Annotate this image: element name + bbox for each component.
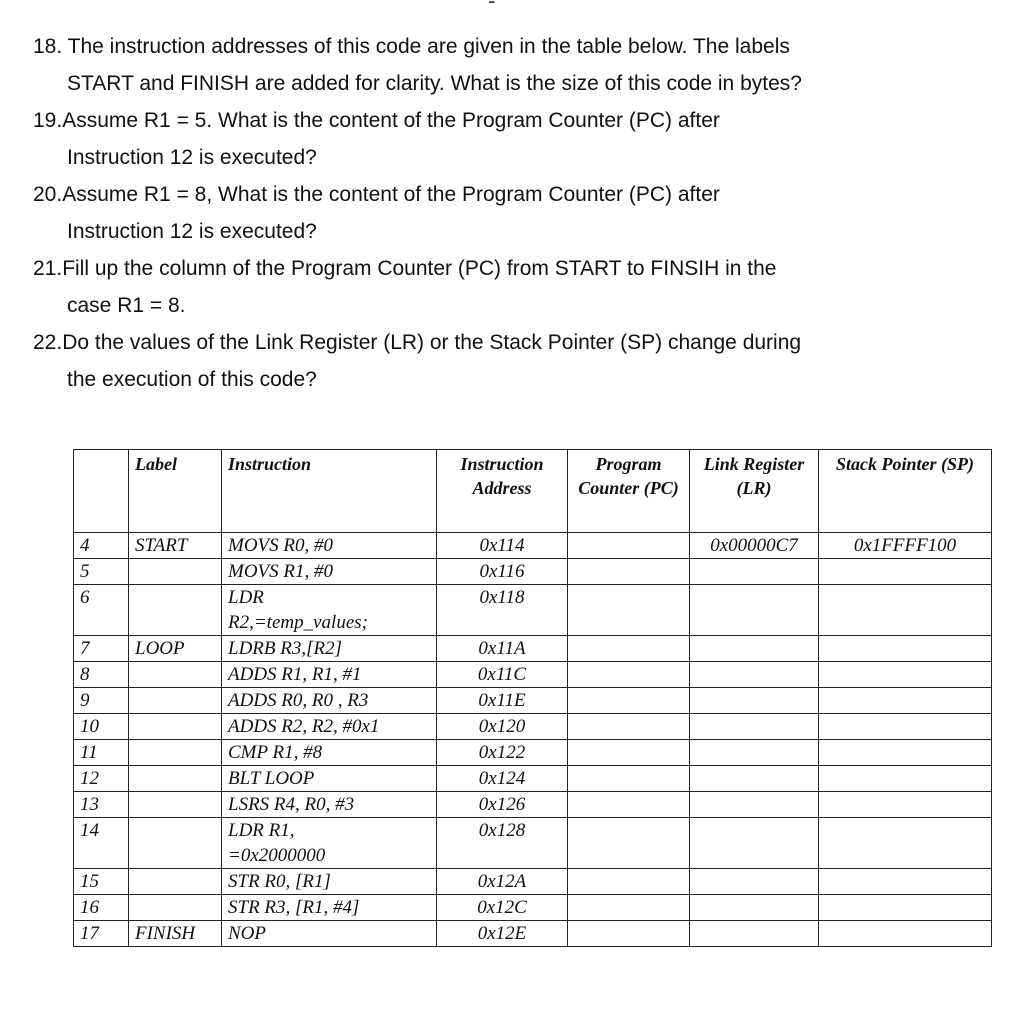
top-cut-fragment: - xyxy=(488,0,496,13)
row-address: 0x114 xyxy=(437,533,568,559)
row-instruction xyxy=(222,559,437,585)
instruction-line: ADDS R1, R1, #1 xyxy=(228,664,362,685)
row-lr xyxy=(690,740,819,766)
table-row xyxy=(74,792,992,818)
row-instruction xyxy=(222,714,437,740)
row-lr xyxy=(690,636,819,662)
header-instruction: Instruction xyxy=(222,450,437,533)
row-label xyxy=(129,714,222,740)
row-pc xyxy=(568,714,690,740)
question-18 xyxy=(33,28,993,102)
row-address: 0x12C xyxy=(437,895,568,921)
row-address: 0x118 xyxy=(437,585,568,636)
header-num xyxy=(74,450,129,533)
row-label: FINISH xyxy=(129,921,222,947)
table-row xyxy=(74,662,992,688)
question-line: START and FINISH are added for clarity. What is the size of this code in bytes? xyxy=(67,72,802,95)
row-instruction xyxy=(222,869,437,895)
table-row xyxy=(74,533,992,559)
table-row xyxy=(74,895,992,921)
row-sp xyxy=(819,766,992,792)
question-19 xyxy=(33,102,993,176)
header-pc: Program Counter (PC) xyxy=(568,450,690,533)
row-address: 0x120 xyxy=(437,714,568,740)
row-sp xyxy=(819,585,992,636)
row-label xyxy=(129,792,222,818)
question-list xyxy=(33,28,993,398)
row-number: 9 xyxy=(74,688,129,714)
row-sp xyxy=(819,636,992,662)
row-address: 0x11A xyxy=(437,636,568,662)
question-line: 22.Do the values of the Link Register (LR) or the Stack Pointer (SP) change during xyxy=(33,331,802,354)
row-sp xyxy=(819,921,992,947)
row-lr xyxy=(690,895,819,921)
header-address: Instruction Address xyxy=(437,450,568,533)
row-instruction xyxy=(222,921,437,947)
row-number: 16 xyxy=(74,895,129,921)
row-pc xyxy=(568,688,690,714)
table-row xyxy=(74,559,992,585)
row-instruction xyxy=(222,585,437,636)
row-instruction xyxy=(222,766,437,792)
instruction-line: MOVS R0, #0 xyxy=(228,535,334,556)
row-number: 5 xyxy=(74,559,129,585)
question-line: the execution of this code? xyxy=(67,368,317,391)
question-22 xyxy=(33,324,993,398)
row-sp xyxy=(819,688,992,714)
row-sp xyxy=(819,559,992,585)
row-label xyxy=(129,740,222,766)
row-lr xyxy=(690,585,819,636)
row-pc xyxy=(568,662,690,688)
row-address: 0x12E xyxy=(437,921,568,947)
row-number: 13 xyxy=(74,792,129,818)
row-sp xyxy=(819,662,992,688)
row-lr: 0x00000C7 xyxy=(690,533,819,559)
row-sp xyxy=(819,740,992,766)
question-line: 20.Assume R1 = 8, What is the content of the Program Counter (PC) after xyxy=(33,183,720,206)
header-label: Label xyxy=(129,450,222,533)
row-sp xyxy=(819,792,992,818)
row-address: 0x116 xyxy=(437,559,568,585)
question-line: 18. The instruction addresses of this code are given in the table below. The labels xyxy=(33,35,790,58)
question-20 xyxy=(33,176,993,250)
row-label xyxy=(129,766,222,792)
row-pc xyxy=(568,766,690,792)
instruction-line: LSRS R4, R0, #3 xyxy=(228,794,355,815)
table-row xyxy=(74,636,992,662)
row-pc xyxy=(568,895,690,921)
row-lr xyxy=(690,688,819,714)
row-sp xyxy=(819,714,992,740)
table-row xyxy=(74,921,992,947)
table-row xyxy=(74,818,992,869)
row-pc xyxy=(568,818,690,869)
row-lr xyxy=(690,818,819,869)
row-sp xyxy=(819,869,992,895)
question-line: 21.Fill up the column of the Program Counter (PC) from START to FINSIH in the xyxy=(33,257,777,280)
question-21 xyxy=(33,250,993,324)
row-lr xyxy=(690,559,819,585)
row-label: LOOP xyxy=(129,636,222,662)
instruction-line: R2,=temp_values; xyxy=(228,612,368,633)
row-lr xyxy=(690,714,819,740)
row-pc xyxy=(568,636,690,662)
row-number: 17 xyxy=(74,921,129,947)
instruction-line: STR R0, [R1] xyxy=(228,871,331,892)
instruction-line: ADDS R2, R2, #0x1 xyxy=(228,716,380,737)
row-address: 0x11C xyxy=(437,662,568,688)
row-instruction xyxy=(222,533,437,559)
question-line: case R1 = 8. xyxy=(67,294,186,317)
row-sp xyxy=(819,895,992,921)
row-label: START xyxy=(129,533,222,559)
row-number: 14 xyxy=(74,818,129,869)
row-number: 11 xyxy=(74,740,129,766)
question-line: Instruction 12 is executed? xyxy=(67,146,317,169)
row-lr xyxy=(690,869,819,895)
row-lr xyxy=(690,921,819,947)
row-instruction xyxy=(222,818,437,869)
row-number: 12 xyxy=(74,766,129,792)
table-row xyxy=(74,740,992,766)
instruction-table xyxy=(73,449,992,947)
row-label xyxy=(129,662,222,688)
row-label xyxy=(129,869,222,895)
row-instruction xyxy=(222,792,437,818)
header-sp: Stack Pointer (SP) xyxy=(819,450,992,533)
row-pc xyxy=(568,869,690,895)
instruction-line: ADDS R0, R0 , R3 xyxy=(228,690,369,711)
row-pc xyxy=(568,585,690,636)
instruction-line: NOP xyxy=(228,923,266,944)
row-instruction xyxy=(222,740,437,766)
table-row xyxy=(74,766,992,792)
row-pc xyxy=(568,533,690,559)
question-line: Instruction 12 is executed? xyxy=(67,220,317,243)
row-label xyxy=(129,559,222,585)
row-lr xyxy=(690,662,819,688)
row-instruction xyxy=(222,688,437,714)
instruction-line: =0x2000000 xyxy=(228,845,326,866)
row-address: 0x128 xyxy=(437,818,568,869)
instruction-line: MOVS R1, #0 xyxy=(228,561,334,582)
table-header-row xyxy=(74,450,992,533)
row-address: 0x126 xyxy=(437,792,568,818)
row-number: 8 xyxy=(74,662,129,688)
table-row xyxy=(74,585,992,636)
row-sp xyxy=(819,818,992,869)
row-label xyxy=(129,895,222,921)
row-instruction xyxy=(222,662,437,688)
row-number: 15 xyxy=(74,869,129,895)
row-pc xyxy=(568,921,690,947)
header-lr: Link Register (LR) xyxy=(690,450,819,533)
question-line: 19.Assume R1 = 5. What is the content of the Program Counter (PC) after xyxy=(33,109,720,132)
row-address: 0x11E xyxy=(437,688,568,714)
table-row xyxy=(74,869,992,895)
row-number: 6 xyxy=(74,585,129,636)
row-number: 7 xyxy=(74,636,129,662)
row-instruction xyxy=(222,895,437,921)
row-label xyxy=(129,585,222,636)
row-pc xyxy=(568,559,690,585)
instruction-line: LDRB R3,[R2] xyxy=(228,638,342,659)
instruction-line: BLT LOOP xyxy=(228,768,315,789)
row-address: 0x12A xyxy=(437,869,568,895)
row-pc xyxy=(568,792,690,818)
instruction-line: CMP R1, #8 xyxy=(228,742,323,763)
row-number: 4 xyxy=(74,533,129,559)
instruction-line: STR R3, [R1, #4] xyxy=(228,897,360,918)
row-instruction xyxy=(222,636,437,662)
instruction-line: LDR xyxy=(228,587,264,608)
row-sp: 0x1FFFF100 xyxy=(819,533,992,559)
row-label xyxy=(129,818,222,869)
row-label xyxy=(129,688,222,714)
table-row xyxy=(74,688,992,714)
row-address: 0x122 xyxy=(437,740,568,766)
row-lr xyxy=(690,766,819,792)
table-row xyxy=(74,714,992,740)
instruction-line: LDR R1, xyxy=(228,820,295,841)
row-pc xyxy=(568,740,690,766)
row-number: 10 xyxy=(74,714,129,740)
row-address: 0x124 xyxy=(437,766,568,792)
row-lr xyxy=(690,792,819,818)
